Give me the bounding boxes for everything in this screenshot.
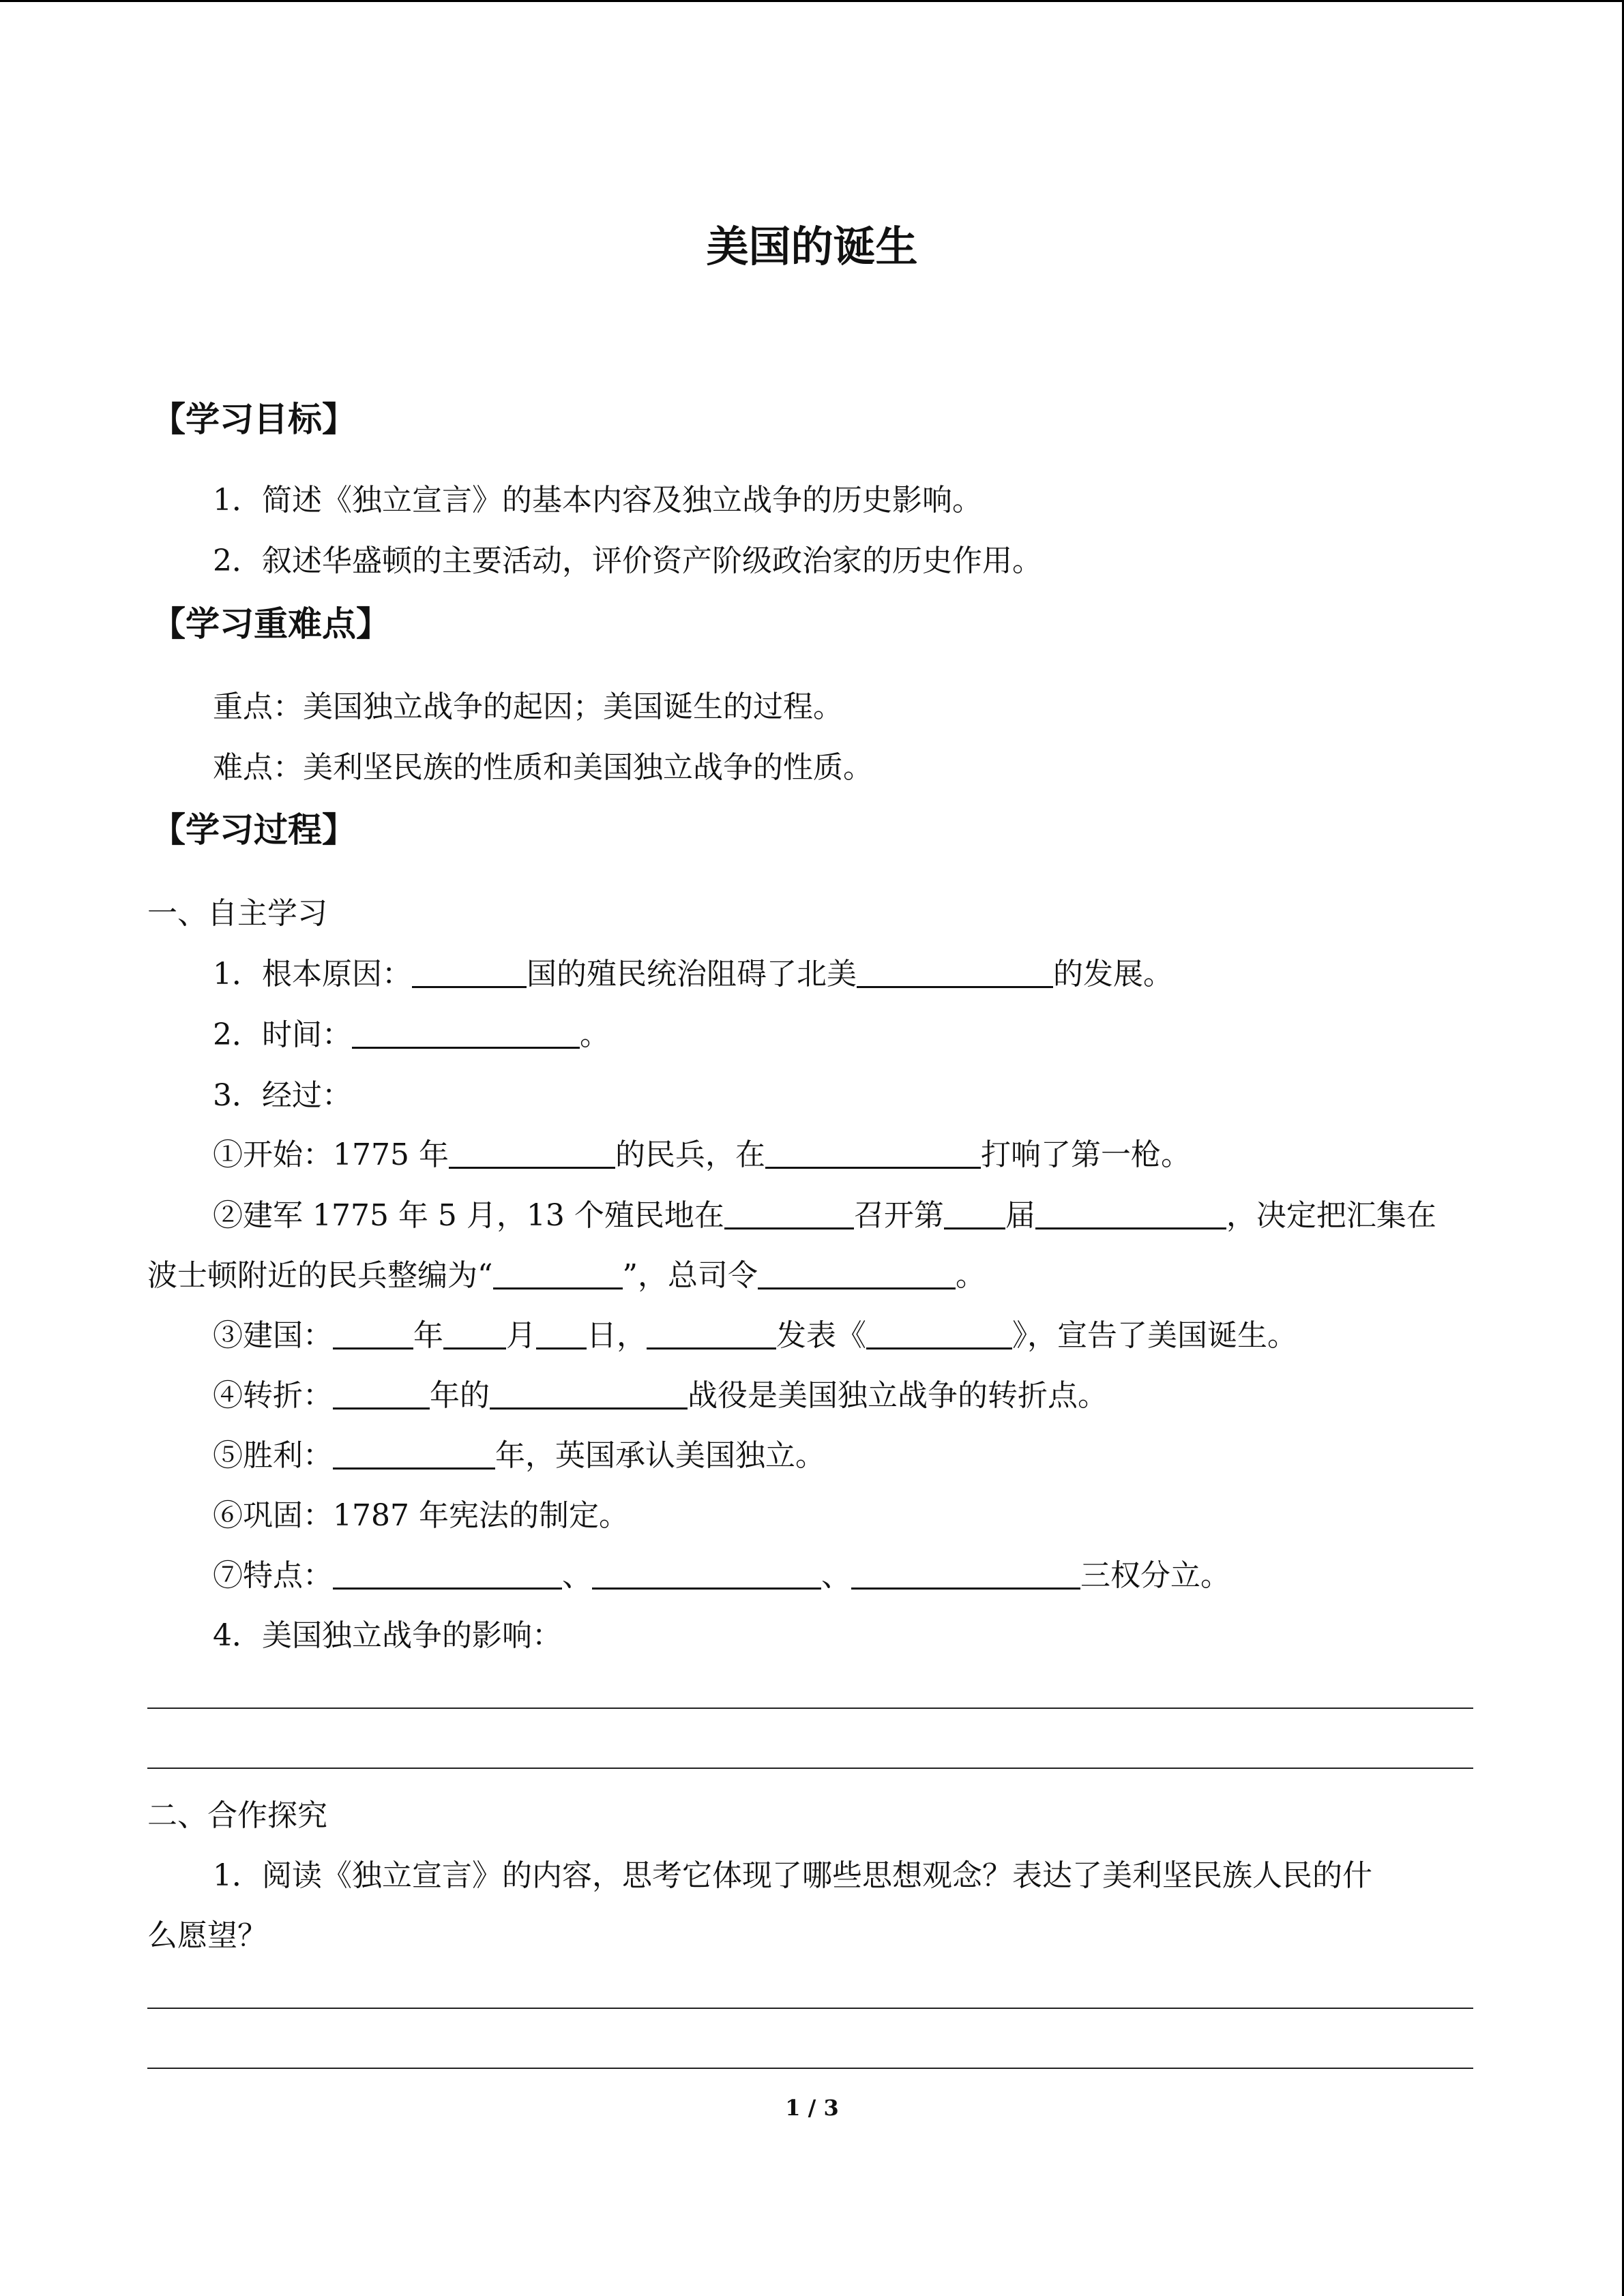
q3-1-text-3: 打响了第一枪。 — [980, 1137, 1191, 1172]
q3-1-text-2: 的民兵，在 — [615, 1137, 765, 1172]
q3-1-blank-1[interactable] — [449, 1139, 615, 1169]
q1-label: 1．根本原因： — [213, 957, 412, 992]
q3-7-line — [213, 1551, 1230, 1594]
q3-4-text-3: 战役是美国独立战争的转折点。 — [688, 1378, 1108, 1413]
q3-7-blank-1[interactable] — [333, 1560, 562, 1590]
q3-3-text-day: 日， — [587, 1318, 647, 1353]
q3-2b-text-2: ”，总司令 — [622, 1258, 758, 1293]
goal-item-2: 2．叙述华盛顿的主要活动，评价资产阶级政治家的历史作用。 — [213, 543, 1042, 578]
q3-4-text-2: 年的 — [430, 1378, 490, 1413]
q3-7-label: ⑦特点： — [213, 1558, 333, 1593]
part2-title: 二、合作探究 — [147, 1798, 327, 1833]
q2-label: 2．时间： — [213, 1017, 352, 1052]
q3-7-sep-1: 、 — [562, 1558, 592, 1593]
q3-2b-text-3: 。 — [956, 1258, 986, 1293]
p2-q1-answer-line-1[interactable] — [147, 2008, 1473, 2009]
q3-7-text-end: 三权分立。 — [1080, 1558, 1230, 1593]
q3-1-line — [213, 1130, 1191, 1174]
q3-3-blank-month[interactable] — [443, 1320, 506, 1350]
q1-line — [213, 949, 1173, 993]
q3-4-blank-2[interactable] — [490, 1380, 688, 1410]
q4-answer-line-1[interactable] — [147, 1708, 1473, 1709]
q3-4-line — [213, 1371, 1108, 1414]
q1-blank-1[interactable] — [412, 959, 527, 988]
q2-blank-1[interactable] — [352, 1019, 580, 1049]
q3-2-line — [213, 1191, 1436, 1234]
q3-7-blank-2[interactable] — [592, 1560, 821, 1590]
p2-q1-answer-line-2[interactable] — [147, 2068, 1473, 2069]
q3-2-text-2: 召开第 — [853, 1198, 944, 1233]
q3-3-text-month: 月 — [506, 1318, 536, 1353]
q1-blank-2[interactable] — [857, 959, 1053, 988]
q4-label: 4．美国独立战争的影响： — [213, 1618, 562, 1653]
q3-3-blank-year[interactable] — [333, 1320, 413, 1350]
q3-2-blank-2[interactable] — [944, 1200, 1005, 1229]
page-top-border — [0, 0, 1624, 2]
q3-3-text-year: 年 — [413, 1318, 443, 1353]
key-point-item-1: 重点：美国独立战争的起因；美国诞生的过程。 — [213, 689, 843, 724]
key-point-item-2: 难点：美利坚民族的性质和美国独立战争的性质。 — [213, 750, 873, 785]
page-number: 1 / 3 — [785, 2095, 839, 2121]
q3-1-blank-2[interactable] — [765, 1139, 981, 1169]
q1-text-3: 的发展。 — [1053, 957, 1173, 992]
q3-2b-line — [147, 1251, 986, 1294]
q3-3-line — [213, 1311, 1297, 1354]
q3-5-blank-1[interactable] — [333, 1440, 495, 1470]
q3-6-line: ⑥巩固：1787 年宪法的制定。 — [213, 1498, 629, 1533]
q3-2-text-3: 届 — [1005, 1198, 1035, 1233]
q3-2b-blank-2[interactable] — [758, 1260, 956, 1289]
p2-q1-line-1: 1．阅读《独立宣言》的内容，思考它体现了哪些思想观念？表达了美利坚民族人民的什 — [213, 1858, 1372, 1893]
q3-3-blank-place[interactable] — [647, 1320, 776, 1350]
q2-text-2: 。 — [580, 1017, 610, 1052]
q3-2-blank-3[interactable] — [1035, 1200, 1226, 1229]
q3-1-label: ①开始：1775 年 — [213, 1137, 449, 1172]
q3-2b-blank-1[interactable] — [493, 1260, 623, 1289]
goal-item-1: 1．简述《独立宣言》的基本内容及独立战争的历史影响。 — [213, 483, 982, 518]
p2-q1-line-2: 么愿望？ — [147, 1918, 267, 1953]
q3-2-text-4: ，决定把汇集在 — [1226, 1198, 1436, 1233]
q3-3-blank-day[interactable] — [536, 1320, 587, 1350]
q3-5-label: ⑤胜利： — [213, 1438, 333, 1473]
q3-4-label: ④转折： — [213, 1378, 333, 1413]
q3-2-blank-1[interactable] — [724, 1200, 854, 1229]
q3-label: 3．经过： — [213, 1078, 352, 1113]
q3-5-text-2: 年，英国承认美国独立。 — [495, 1438, 825, 1473]
key-points-heading: 【学习重难点】 — [151, 604, 390, 644]
q3-3-text-publish: 发表《 — [776, 1318, 866, 1353]
q1-text-2: 国的殖民统治阻碍了北美 — [527, 957, 857, 992]
q3-5-line — [213, 1431, 825, 1474]
page-title: 美国的诞生 — [706, 222, 918, 271]
q3-7-sep-2: 、 — [821, 1558, 851, 1593]
q4-answer-line-2[interactable] — [147, 1768, 1473, 1769]
q3-3-label: ③建国： — [213, 1318, 333, 1353]
process-heading: 【学习过程】 — [151, 810, 356, 850]
part1-title: 一、自主学习 — [147, 896, 327, 931]
q3-2-label: ②建军 1775 年 5 月，13 个殖民地在 — [213, 1198, 724, 1233]
q3-3-blank-doc[interactable] — [866, 1320, 1012, 1350]
goals-heading: 【学习目标】 — [151, 400, 356, 439]
q3-7-blank-3[interactable] — [851, 1560, 1080, 1590]
q2-line — [213, 1010, 610, 1054]
q3-4-blank-1[interactable] — [333, 1380, 430, 1410]
q3-2b-text-1: 波士顿附近的民兵整编为“ — [147, 1258, 493, 1293]
q3-3-text-end: 》，宣告了美国诞生。 — [1012, 1318, 1297, 1353]
